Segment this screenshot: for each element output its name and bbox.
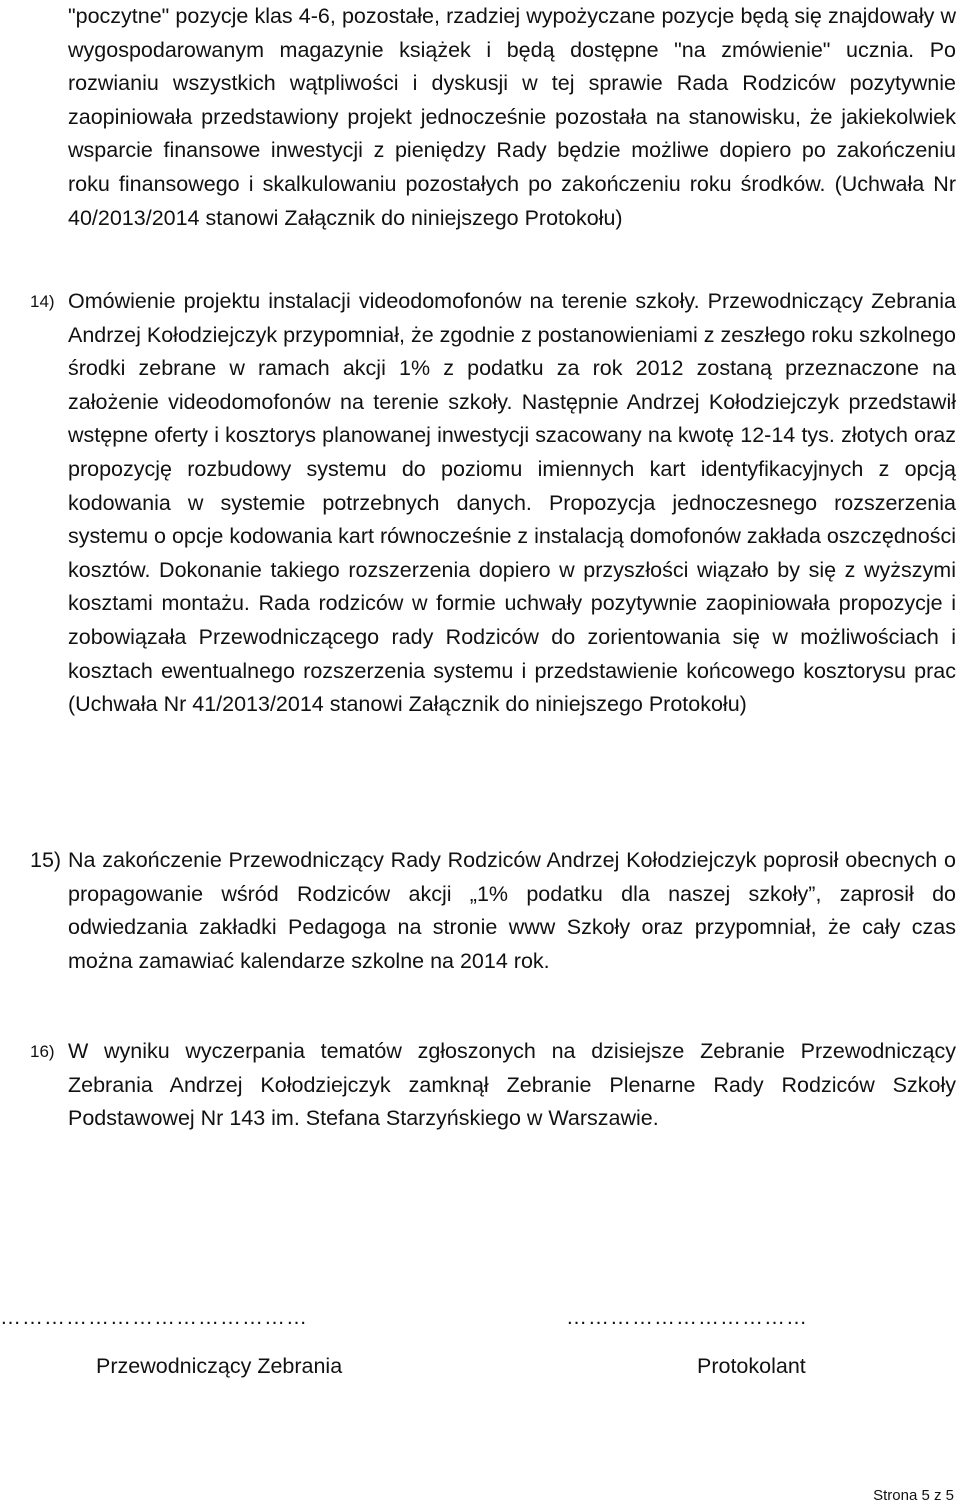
signature-label-chair: Przewodniczący Zebrania <box>96 1354 343 1378</box>
item-15-paragraph: Na zakończenie Przewodniczący Rady Rodziców Andrzej Kołodziejczyk poprosił obecnych o propagowanie wśród Rodziców akcji „1% podatku dla naszej szkoły”, zaprosił do odwiedzania zakładki Pedagoga na stronie www Szkoły oraz przypomniał, że cały czas można zamawiać kalendarze szkolne na 2014 rok. <box>68 848 956 973</box>
item-number-16: 16) <box>30 1042 55 1061</box>
item-number-15: 15) <box>30 848 62 872</box>
signature-line-chair: …………………………………… <box>0 1306 308 1329</box>
item-14-paragraph: Omówienie projektu instalacji videodomofonów na terenie szkoły. Przewodniczący Zebrania Andrzej Kołodziejczyk przypomniał, że zgodnie z postanowieniami z zeszłego roku szkolnego środki zebrane w ramach akcji 1% z podatku za rok 2012 zostaną przeznaczone na założenie videodomofonów na terenie szkoły. Następnie Andrzej Kołodziejczyk przedstawił wstępne oferty i kosztorys planowanej inwestycji szacowany na kwotę 12-14 tys. złotych oraz propozycję rozbudowy systemu do poziomu imiennych kart identyfikacyjnych z opcją kodowania w systemie potrzebnych danych. Propozycja jednoczesnego rozszerzenia systemu o opcje kodowania kart równocześnie z instalacją domofonów zakłada oszczędności kosztów. Dokonanie takiego rozszerzenia dopiero w przyszłości wiązało by się z wyższymi kosztami montażu. Rada rodziców w formie uchwały pozytywnie zaopiniowała propozycje i zobowiązała Przewodniczącego rady Rodziców do zorientowania się w możliwościach i kosztach ewentualnego rozszerzenia systemu i przedstawienie końcowego kosztorysu prac (Uchwała Nr 41/2013/2014 stanowi Załącznik do niniejszego Protokołu) <box>68 289 956 717</box>
signature-line-recorder: …………………………… <box>566 1306 808 1329</box>
page-number: Strona 5 z 5 <box>873 1487 954 1504</box>
item-16-paragraph: W wyniku wyczerpania tematów zgłoszonych na dzisiejsze Zebranie Przewodniczący Zebrania Andrzej Kołodziejczyk zamknął Zebranie Plenarne Rady Rodziców Szkoły Podstawowej Nr 143 im. Stefana Starzyńskiego w Warszawie. <box>68 1039 956 1131</box>
continuation-paragraph: "poczytne" pozycje klas 4-6, pozostałe, rzadziej wypożyczane pozycje będą się znajdowały w wygospodarowanym magazynie książek i będą dostępne "na zmówienie" ucznia. Po rozwianiu wszystkich wątpliwości i dyskusji w tej sprawie Rada Rodziców pozytywnie zaopiniowała przedstawiony projekt jednocześnie pozostała na stanowisku, że jakiekolwiek wsparcie finansowe inwestycji z pieniędzy Rady będzie możliwe dopiero po zakończeniu roku finansowego i skalkulowaniu pozostałych po zakończeniu roku środków. (Uchwała Nr 40/2013/2014 stanowi Załącznik do niniejszego Protokołu) <box>68 4 956 230</box>
item-number-14: 14) <box>30 292 55 311</box>
signature-label-recorder: Protokolant <box>697 1354 806 1378</box>
